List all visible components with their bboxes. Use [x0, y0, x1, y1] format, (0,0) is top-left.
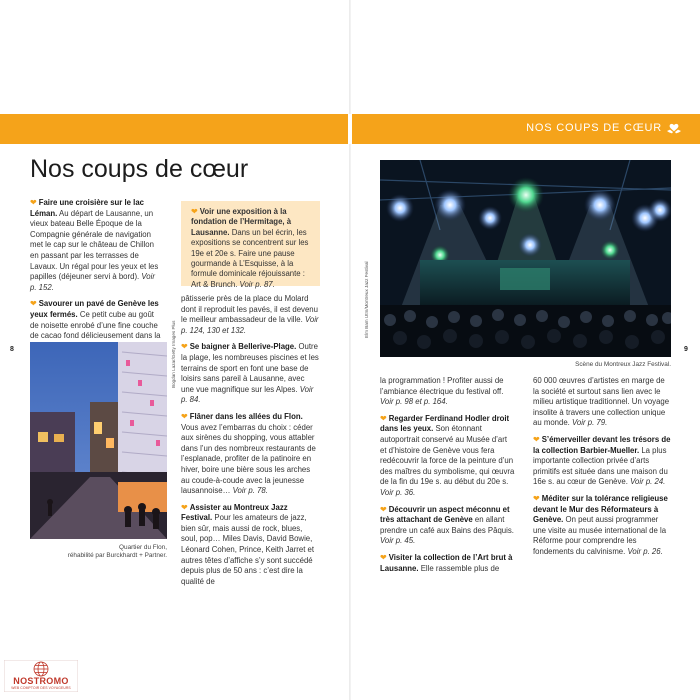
item-heading: S’émerveiller devant les trésors de la collection Barbier-Mueller.	[533, 434, 671, 455]
column-1	[30, 198, 161, 358]
item-body: Son étonnant autoportrait conservé au Musée d’art et d’histoire de Genève vous fera redécouvrir la force de la peinture d’un des maîtres du symbolisme, qui œuvra de la fin du 19e s. au début du 20e s.	[380, 424, 515, 487]
item-heading: Regarder Ferdinand Hodler droit dans les yeux.	[380, 413, 510, 434]
page-title: Nos coups de cœur	[30, 155, 249, 183]
item-heading: Découvrir un aspect méconnu et très attachant de Genève	[380, 504, 510, 525]
hands-heart-icon	[666, 121, 682, 137]
item-pave-cont	[181, 294, 319, 336]
page-ref: Voir p. 84.	[181, 384, 314, 405]
heart-icon: ❤	[380, 552, 387, 562]
caption-line: réhabilité par Burckhardt + Partner.	[67, 552, 167, 559]
item-body: la programmation ! Profiter aussi de l’ambiance électrique du festival off.	[380, 376, 504, 396]
item-jazz-cont	[380, 376, 515, 408]
highlight-box	[181, 201, 320, 289]
page-ref: Voir p. 45.	[380, 536, 416, 546]
logo-name: NOSTROMO	[13, 676, 69, 686]
item-heading: Assister au Montreux Jazz Festival.	[181, 502, 288, 523]
heart-icon: ❤	[30, 299, 37, 309]
item-body: Au départ de Lausanne, un vieux bateau Belle Époque de la Compagnie générale de navigation met le cap sur le château de Chillon en passant par les terrasses de Lavaux. Un régal pour les yeux et les papilles (déjeuner servi à bord).	[30, 208, 159, 282]
page-ref: Voir p. 26.	[627, 546, 663, 556]
page-ref: Voir p. 98 et p. 164.	[380, 397, 448, 407]
column-3	[380, 376, 515, 580]
heart-icon: ❤	[181, 342, 188, 352]
jazz-stage-illustration	[380, 160, 671, 357]
item-reformateurs	[533, 494, 671, 558]
page-ref: Voir p. 36.	[380, 487, 416, 497]
heart-icon: ❤	[30, 198, 37, 207]
heart-icon: ❤	[380, 504, 387, 514]
heart-icon: ❤	[181, 502, 188, 512]
photo-caption: Scène du Montreux Jazz Festival.	[575, 361, 671, 368]
item-body: Pour les amateurs de jazz, bien sûr, mais aussi de rock, blues, soul, pop… Miles Davis, David Bowie, Léonard Cohen, Prince, Keith Jarret et autres têtes d’affiche s’y sont succédé depuis plus de 50 ans : c’est dire la qualité de	[181, 513, 315, 586]
item-heading: Visiter la collection de l’Art brut à Lausanne.	[380, 552, 513, 573]
heart-icon: ❤	[181, 411, 188, 421]
item-bellerive	[181, 342, 319, 406]
logo-tagline: WEB COMPTOIR DES VOYAGEURS	[11, 686, 71, 690]
item-barbier	[533, 435, 671, 488]
band-gutter	[348, 114, 352, 144]
item-heading: Savourer un pavé de Genève les yeux fermés.	[30, 299, 159, 319]
item-body: en allant prendre un café aux Bains des Pâquis.	[380, 515, 514, 535]
item-heading: Faire une croisière sur le lac Léman.	[30, 198, 145, 218]
item-body: La plus importante collection privée d’arts primitifs est située dans une maison du 16e s. au cœur de Genève.	[533, 445, 668, 487]
item-hermitage	[191, 207, 313, 290]
page-number-left: 8	[10, 346, 14, 353]
page-ref: Voir p. 78.	[232, 486, 268, 496]
item-body: Outre la plage, les nombreuses piscines et les terrains de sport en font une base de loisirs sans pareil à Lausanne, avec une vue magnifique sur les Alpes.	[181, 342, 319, 394]
item-jazz	[181, 503, 319, 588]
heart-icon: ❤	[533, 493, 540, 503]
page-ref: Voir p. 87.	[239, 279, 275, 289]
column-2	[181, 294, 319, 593]
item-body: Vous avez l’embarras du choix : céder aux sirènes du shopping, vous attabler dans l’un des nombreux restaurants de l’esplanade, profiter de la patinoire en hiver, boire une bière sous les arches au coude-à-coude avec la jeunesse lausannoise…	[181, 422, 316, 496]
item-body: Elle rassemble plus de	[418, 563, 500, 573]
jazz-stage-photo	[380, 160, 671, 357]
photo-credit: Elm Bam Utm/Montreux Jazz Festival	[364, 261, 369, 338]
item-paquis	[380, 505, 515, 547]
photo-caption	[30, 544, 167, 560]
page-ref: Voir p. 152.	[30, 272, 155, 292]
item-body: pâtisserie près de la place du Molard dont il reproduit les pavés, il est devenu le meilleur ambassadeur de la ville.	[181, 294, 318, 325]
page-number-right: 9	[684, 346, 688, 353]
item-heading: Se baigner à Bellerive-Plage.	[189, 342, 297, 352]
heart-icon: ❤	[533, 434, 540, 444]
item-croisiere	[30, 198, 161, 293]
item-heading: Méditer sur la tolérance religieuse devant le Mur des Réformateurs à Genève.	[533, 493, 668, 525]
item-artbrut	[380, 553, 515, 574]
page-ref: Voir p. 79.	[572, 418, 608, 428]
column-4	[533, 376, 671, 564]
flon-photo	[30, 342, 167, 539]
heart-icon: ❤	[191, 207, 198, 216]
item-body: Dans un bel écrin, les expositions se concentrent sur les 19e et 20e s. Faire une pause gourmande à L’Esquisse, à la formule dominicale réjouissante : Art & Brunch.	[191, 227, 309, 289]
item-heading: Voir une exposition à la fondation de l’Hermitage, à Lausanne.	[191, 207, 292, 237]
section-title: NOS COUPS DE CŒUR	[526, 122, 662, 134]
page-ref: Voir p. 24.	[630, 477, 666, 487]
photo-credit: Bogdan Lazar/Getty Images Plus	[171, 320, 176, 388]
book-gutter	[349, 0, 351, 700]
caption-line: Quartier du Flon,	[119, 544, 167, 551]
flon-photo-illustration	[30, 342, 167, 539]
heart-icon: ❤	[380, 413, 387, 423]
item-heading: Flâner dans les allées du Flon.	[189, 411, 303, 421]
page-ref: Voir p. 124, 130 et 132.	[181, 315, 319, 335]
item-hodler	[380, 414, 515, 499]
item-flon	[181, 412, 319, 497]
item-body: On peut aussi programmer une visite au musée international de la Réforme pour comprendre les fondements du calvinisme.	[533, 515, 667, 556]
item-body: 60 000 œuvres d’artistes en marge de la société et surtout sans lien avec le milieu artistique traditionnel. Un voyage insolite à travers une collection unique au monde.	[533, 376, 670, 428]
item-body: Ce petit cube au goût de noisette enrobé d’une fine couche de cacao fond délicieusement dans la	[30, 309, 161, 341]
item-artbrut-cont	[533, 376, 671, 429]
